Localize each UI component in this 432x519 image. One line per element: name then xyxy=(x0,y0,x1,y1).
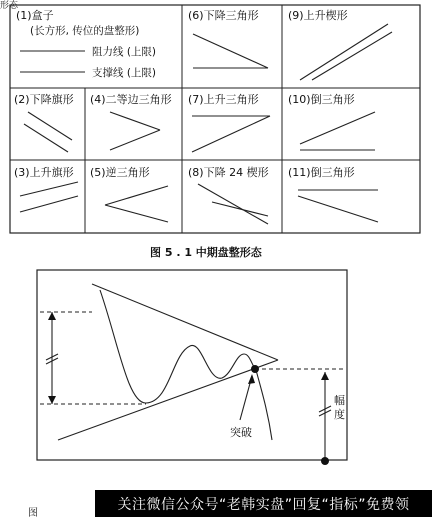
cell-rising-wedge xyxy=(288,8,392,80)
breakout-label: 突破 xyxy=(230,426,252,439)
cell-isosceles-triangle xyxy=(90,92,172,150)
support-legend-label: 支撑线 (上限) xyxy=(92,67,157,79)
cell4-title: (4)二等边三角形 xyxy=(90,93,172,106)
cell-box-pattern xyxy=(16,9,156,79)
cell7-title: (7)上升三角形 xyxy=(188,93,259,106)
cell11-title: (11)倒三角形 xyxy=(288,166,355,179)
cell9-title: (9)上升楔形 xyxy=(288,9,348,22)
resistance-legend-label: 阻力线 (上限) xyxy=(92,46,157,58)
target-point xyxy=(321,457,329,465)
bottom-fragment-text: 图 xyxy=(28,508,38,519)
breakout-diagram xyxy=(0,262,432,492)
amplitude-label-2: 度 xyxy=(334,408,345,421)
cell-descending-wedge xyxy=(188,165,269,224)
breakout-point xyxy=(251,365,259,373)
cell5-title: (5)逆三角形 xyxy=(90,166,150,179)
cell-inverted-triangle-10 xyxy=(288,92,375,150)
cell-reverse-triangle xyxy=(90,165,168,222)
cell-descending-triangle xyxy=(188,8,268,68)
resistance-trendline xyxy=(92,284,278,360)
cell-rising-flag xyxy=(14,165,78,212)
amplitude-label-1: 幅 xyxy=(334,394,345,407)
cell1-title: (1)盒子 xyxy=(16,9,54,22)
cell-descending-flag xyxy=(14,92,74,152)
promo-banner: 关注微信公众号“老韩实盘”回复“指标”免费领 xyxy=(95,490,432,517)
figure-caption: 图 5 . 1 中期盘整形态 xyxy=(150,246,262,259)
cell-inverted-triangle-11 xyxy=(288,165,378,222)
cell2-title: (2)下降旗形 xyxy=(14,93,74,106)
cell-ascending-triangle xyxy=(188,92,270,152)
cell1-subtitle: (长方形, 传位的盘整形) xyxy=(30,25,140,37)
cell6-title: (6)下降三角形 xyxy=(188,9,259,22)
cell8-title: (8)下降 24 楔形 xyxy=(188,166,269,179)
price-wave xyxy=(100,290,272,440)
cell10-title: (10)倒三角形 xyxy=(288,93,355,106)
cell3-title: (3)上升旗形 xyxy=(14,166,74,179)
top-edge-text: 形态 xyxy=(0,1,19,11)
